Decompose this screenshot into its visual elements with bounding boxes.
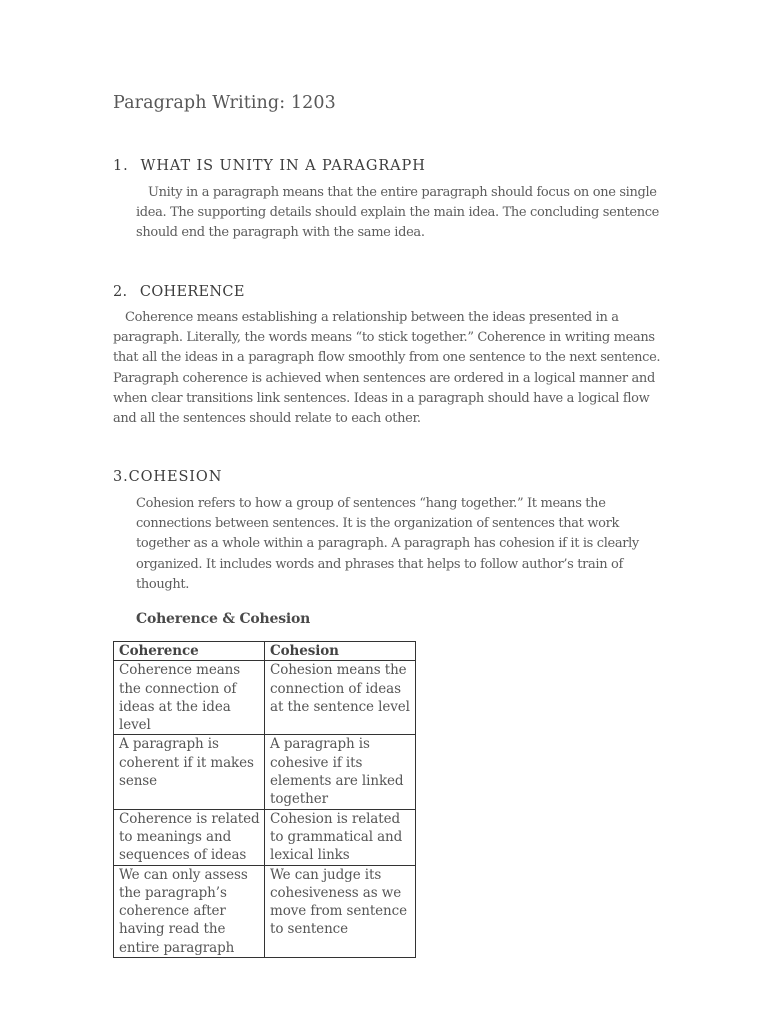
table-cell: Cohesion means the connection of ideas at the sentence level xyxy=(265,661,416,735)
section-number: 2. xyxy=(113,284,128,300)
table-cell: Coherence means the connection of ideas at the idea level xyxy=(114,661,265,735)
comparison-table xyxy=(113,641,416,958)
table-row xyxy=(114,735,416,809)
table-cell: We can judge its cohesiveness as we move from sentence to sentence xyxy=(265,865,416,957)
column-header-coherence: Coherence xyxy=(114,642,265,661)
table-row xyxy=(114,809,416,865)
table-cell: A paragraph is coherent if it makes sense xyxy=(114,735,265,809)
coherence-paragraph: Coherence means establishing a relationship between the ideas presented in a paragraph. Literally, the words means “to stick together.” Coherence in writing means that all the ideas in a paragraph flow smoothly from one sentence to the next sentence. Paragraph coherence is achieved when sentences are ordered in a logical manner and when clear transitions link sentences. Ideas in a paragraph should have a logical flow and all the sentences should relate to each other. xyxy=(113,310,661,427)
table-cell: Coherence is related to meanings and sequences of ideas xyxy=(114,809,265,865)
table-row xyxy=(114,661,416,735)
unity-paragraph: Unity in a paragraph means that the entire paragraph should focus on one single idea. The supporting details should explain the main idea. The concluding sentence should end the paragraph with the same idea. xyxy=(136,185,659,241)
document-title: Paragraph Writing: 1203 xyxy=(113,93,336,113)
section-number: 3. xyxy=(113,469,129,485)
section-heading-coherence xyxy=(113,284,245,300)
section-heading-text: COHESION xyxy=(128,469,223,485)
section-heading-unity xyxy=(113,158,426,174)
section-heading-text: COHERENCE xyxy=(139,284,245,300)
column-header-cohesion: Cohesion xyxy=(265,642,416,661)
section-heading-cohesion xyxy=(113,469,222,485)
table-caption: Coherence & Cohesion xyxy=(136,611,311,627)
section-heading-text: WHAT IS UNITY IN A PARAGRAPH xyxy=(140,158,426,174)
table-header-row xyxy=(114,642,416,661)
table-cell: We can only assess the paragraph’s coherence after having read the entire paragraph xyxy=(114,865,265,957)
cohesion-paragraph: Cohesion refers to how a group of sentences “hang together.” It means the connections between sentences. It is the organization of sentences that work together as a whole within a paragraph. A paragraph has cohesion if it is clearly organized. It includes words and phrases that helps to follow author’s train of thought. xyxy=(136,496,639,592)
table-cell: A paragraph is cohesive if its elements are linked together xyxy=(265,735,416,809)
table-row xyxy=(114,865,416,957)
section-number: 1. xyxy=(113,158,129,174)
table-cell: Cohesion is related to grammatical and lexical links xyxy=(265,809,416,865)
